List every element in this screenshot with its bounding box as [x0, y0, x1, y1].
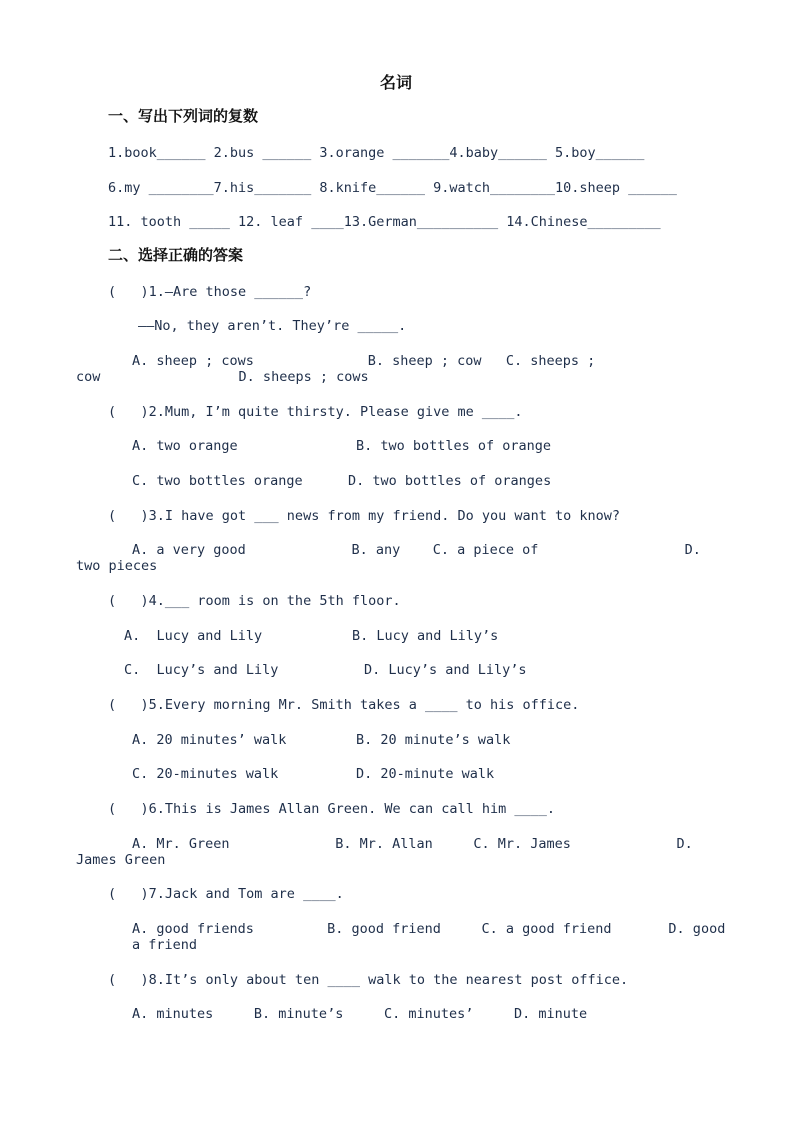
- plural-row-1: 1.book______ 2.bus ______ 3.orange _______4.baby______ 5.boy______: [108, 145, 645, 161]
- section2-heading: 二、选择正确的答案: [108, 246, 244, 264]
- question-6-stem: ( )6.This is James Allan Green. We can call him ____.: [108, 801, 556, 817]
- question-8-options: A. minutes B. minute’s C. minutes’ D. minute: [132, 1006, 588, 1022]
- question-3-stem: ( )3.I have got ___ news from my friend. Do you want to know?: [108, 508, 621, 524]
- question-1-options-wrap: cow D. sheeps ; cows: [76, 369, 369, 385]
- question-2-option-a: A. two orange: [132, 438, 238, 454]
- question-3-options: A. a very good B. any C. a piece of D.: [132, 542, 701, 558]
- question-2-option-c: C. two bottles orange: [132, 473, 303, 489]
- question-7-options-wrap: a friend: [132, 937, 198, 953]
- question-2-option-d: D. two bottles of oranges: [348, 473, 552, 489]
- question-5-option-a: A. 20 minutes’ walk: [132, 732, 287, 748]
- question-4-option-b: B. Lucy and Lily’s: [352, 628, 499, 644]
- plural-row-3: 11. tooth _____ 12. leaf ____13.German__________ 14.Chinese_________: [108, 214, 661, 230]
- question-5-option-b: B. 20 minute’s walk: [356, 732, 511, 748]
- question-5-option-c: C. 20-minutes walk: [132, 766, 279, 782]
- plural-row-2: 6.my ________7.his_______ 8.knife______ 9.watch________10.sheep ______: [108, 180, 677, 196]
- question-5-stem: ( )5.Every morning Mr. Smith takes a ____ to his office.: [108, 697, 580, 713]
- question-3-options-wrap: two pieces: [76, 558, 158, 574]
- question-5-option-d: D. 20-minute walk: [356, 766, 495, 782]
- question-1-options: A. sheep ; cows B. sheep ; cow C. sheeps ;: [132, 353, 596, 369]
- question-7-stem: ( )7.Jack and Tom are ____.: [108, 886, 344, 902]
- section1-heading: 一、写出下列词的复数: [108, 107, 259, 125]
- question-7-options: A. good friends B. good friend C. a good friend D. good: [132, 921, 726, 937]
- question-8-stem: ( )8.It’s only about ten ____ walk to the nearest post office.: [108, 972, 629, 988]
- page-title: 名词: [380, 73, 413, 92]
- question-2-option-b: B. two bottles of orange: [356, 438, 552, 454]
- question-4-stem: ( )4.___ room is on the 5th floor.: [108, 593, 401, 609]
- question-6-options-wrap: James Green: [76, 852, 166, 868]
- question-2-stem: ( )2.Mum, I’m quite thirsty. Please give me ____.: [108, 404, 523, 420]
- question-6-options: A. Mr. Green B. Mr. Allan C. Mr. James D.: [132, 836, 693, 852]
- question-4-option-a: A. Lucy and Lily: [124, 628, 263, 644]
- question-1-stem: ( )1.—Are those ______?: [108, 284, 312, 300]
- question-4-option-d: D. Lucy’s and Lily’s: [364, 662, 527, 678]
- question-4-option-c: C. Lucy’s and Lily: [124, 662, 279, 678]
- question-1-stem-response: ——No, they aren’t. They’re _____.: [138, 318, 407, 334]
